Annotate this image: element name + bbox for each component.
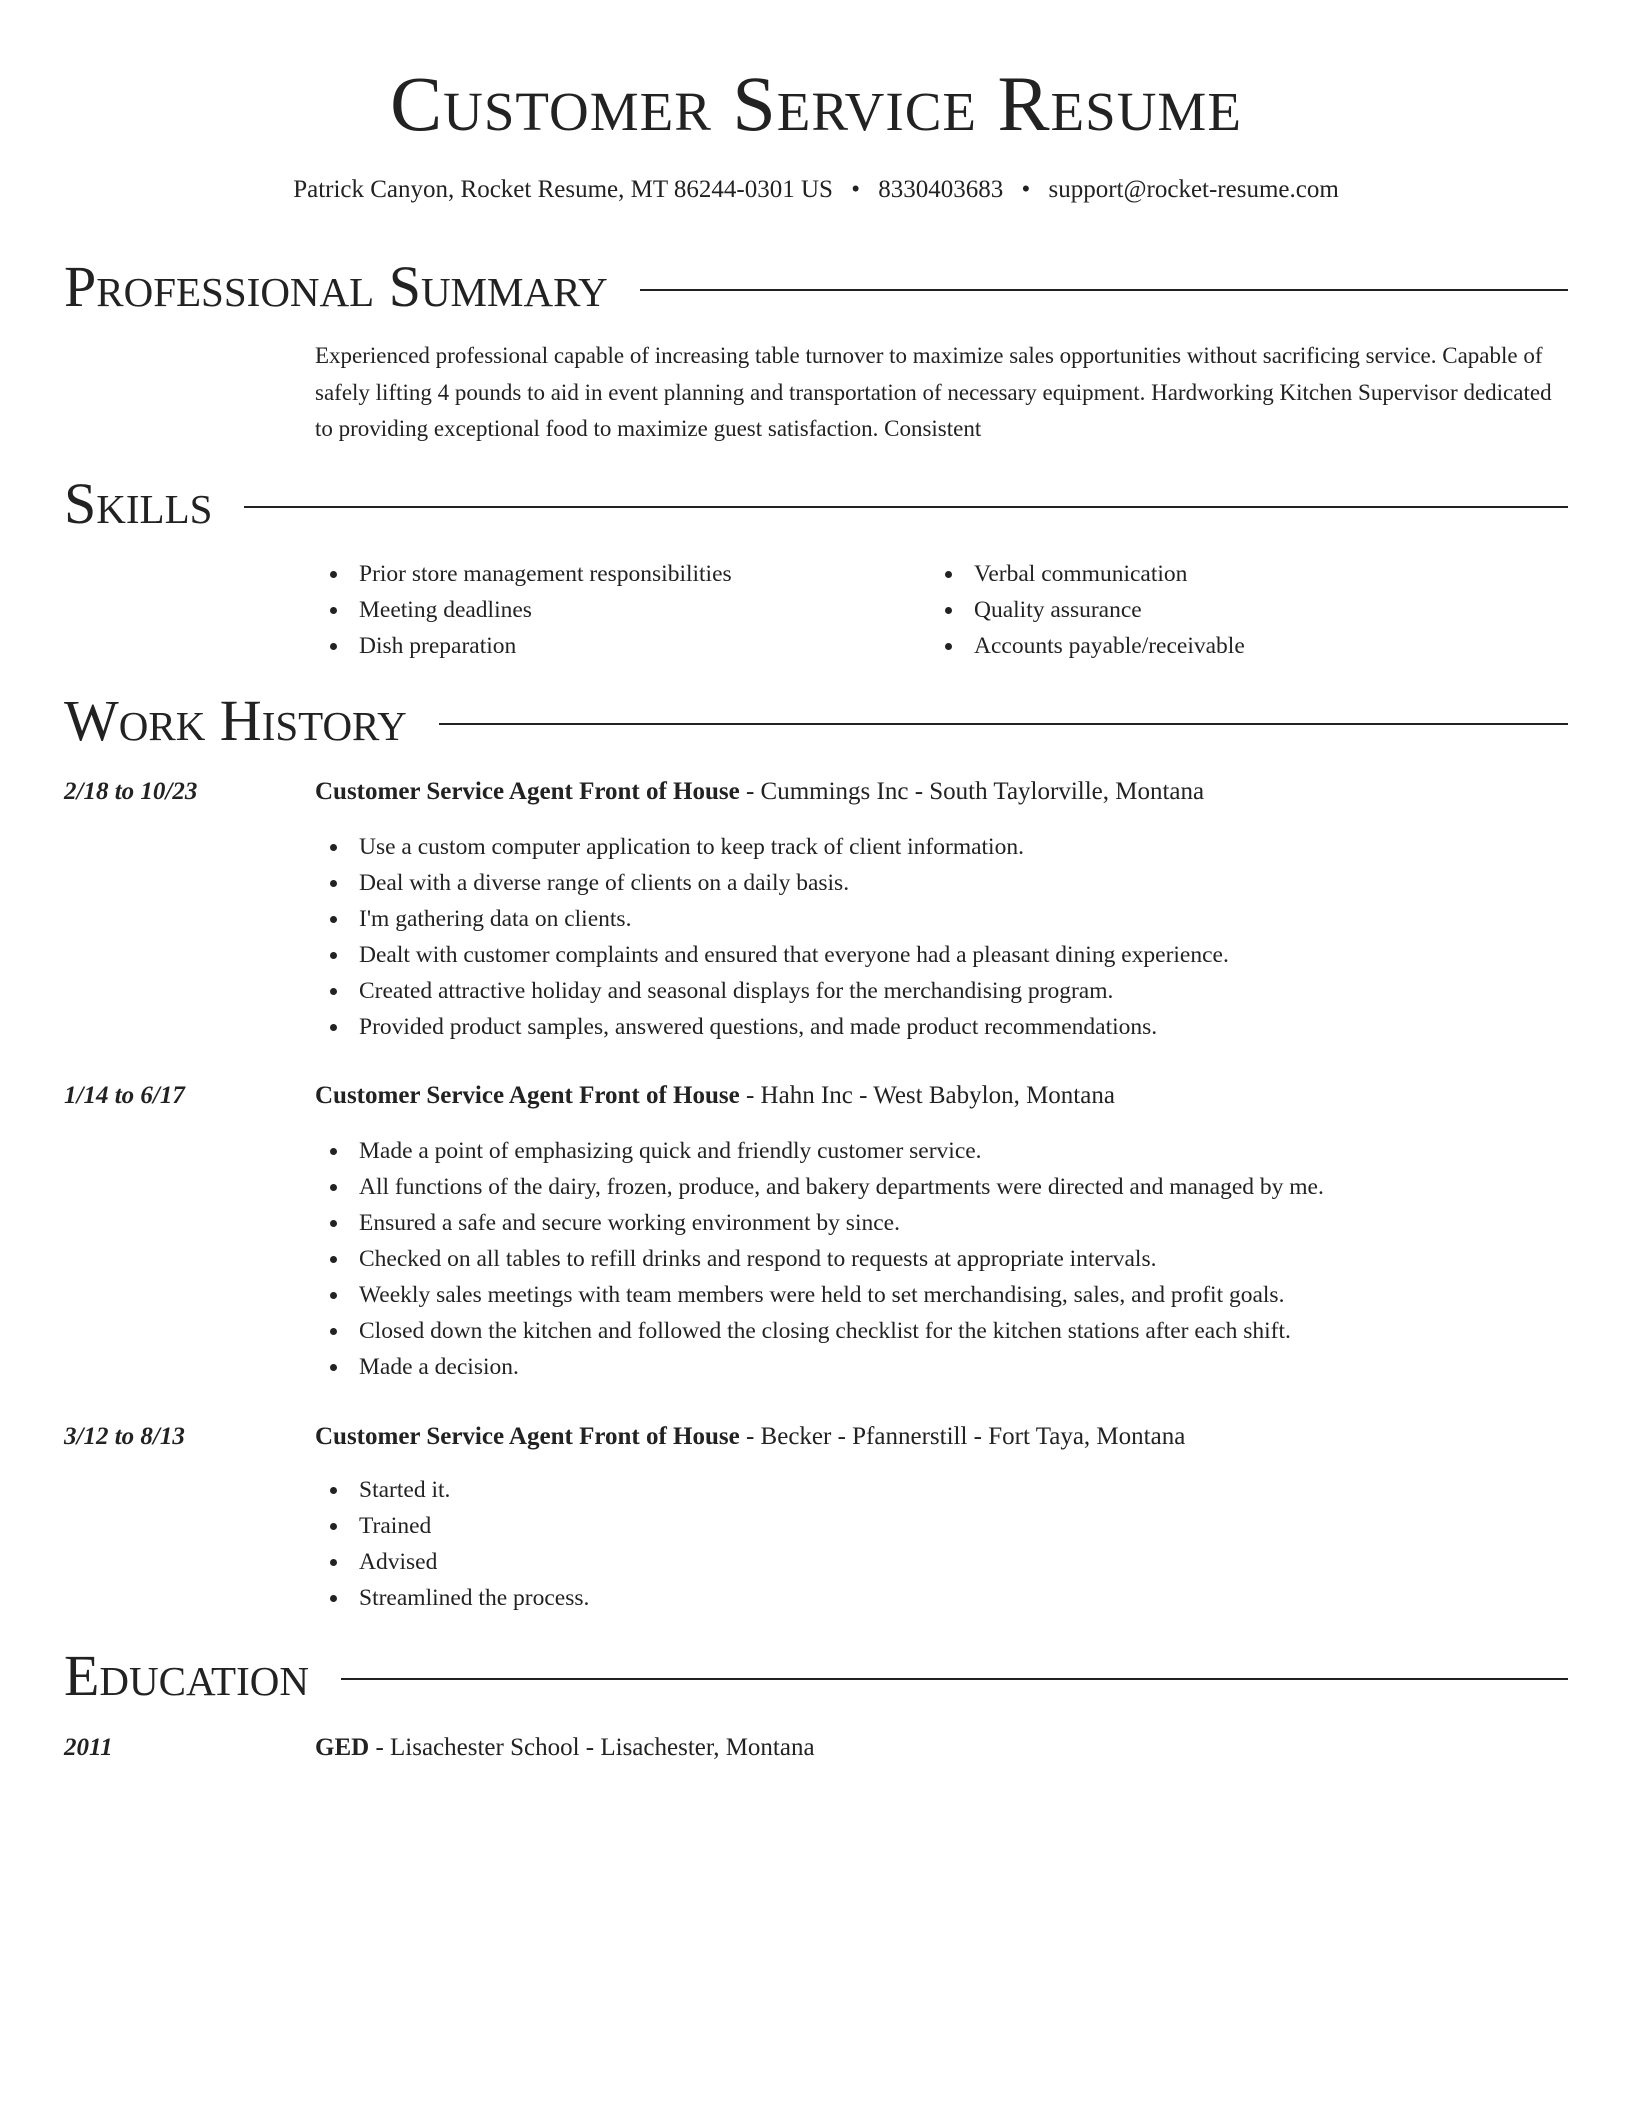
education-heading: Education	[64, 1643, 309, 1708]
education-degree: GED	[315, 1734, 370, 1761]
skills-section-header	[64, 469, 1568, 539]
education-section-header	[64, 1641, 1568, 1711]
skills-list-left	[315, 556, 915, 664]
skill-item: Meeting deadlines	[315, 592, 915, 628]
contact-separator: •	[1021, 176, 1031, 203]
work-heading: Work History	[64, 688, 407, 753]
section-divider	[439, 723, 1568, 725]
section-divider	[341, 1678, 1568, 1680]
skills-heading: Skills	[64, 471, 213, 536]
summary-heading: Professional Summary	[64, 254, 608, 319]
job-duty-item: Trained	[315, 1508, 589, 1544]
job-duties-list	[315, 1472, 589, 1616]
education-entry	[315, 1730, 815, 1766]
job-dates: 2/18 to 10/23	[64, 778, 198, 805]
resume-title: Customer Service Resume	[390, 60, 1242, 147]
job-duty-item: Weekly sales meetings with team members were held to set merchandising, sales, and profit goals.	[315, 1277, 1324, 1313]
job-duty-item: Deal with a diverse range of clients on a daily basis.	[315, 865, 1229, 901]
job-employer: - Becker - Pfannerstill - Fort Taya, Montana	[739, 1423, 1186, 1450]
section-divider	[640, 289, 1568, 291]
work-section-header	[64, 686, 1568, 756]
job-duty-item: Ensured a safe and secure working environment by since.	[315, 1205, 1324, 1241]
job-duty-item: Provided product samples, answered questions, and made product recommendations.	[315, 1009, 1229, 1045]
job-duty-item: Created attractive holiday and seasonal displays for the merchandising program.	[315, 973, 1229, 1009]
job-duty-item: Started it.	[315, 1472, 589, 1508]
job-employer: - Cummings Inc - South Taylorville, Montana	[739, 778, 1205, 805]
section-divider	[244, 506, 1568, 508]
contact-line	[0, 172, 1632, 208]
job-duty-item: Dealt with customer complaints and ensured that everyone had a pleasant dining experience.	[315, 937, 1229, 973]
job-duties-list	[315, 1133, 1324, 1385]
summary-section-header	[64, 252, 1568, 322]
skill-item: Quality assurance	[930, 592, 1530, 628]
education-school: - Lisachester School - Lisachester, Montana	[369, 1734, 815, 1761]
skill-item: Accounts payable/receivable	[930, 628, 1530, 664]
job-title: Customer Service Agent Front of House	[315, 778, 740, 805]
job-duty-item: I'm gathering data on clients.	[315, 901, 1229, 937]
contact-separator: •	[851, 176, 860, 203]
job-duty-item: Advised	[315, 1544, 589, 1580]
job-dates: 3/12 to 8/13	[64, 1423, 185, 1450]
contact-address: Patrick Canyon, Rocket Resume, MT 86244-0301 US	[293, 176, 833, 203]
skills-list-right	[930, 556, 1530, 664]
job-title: Customer Service Agent Front of House	[315, 1082, 740, 1109]
job-duties-list	[315, 829, 1229, 1045]
education-year: 2011	[64, 1734, 113, 1761]
job-duty-item: Made a decision.	[315, 1349, 1324, 1385]
job-heading	[315, 774, 1204, 810]
summary-text: Experienced professional capable of increasing table turnover to maximize sales opportunities without sacrificing service. Capable of safely lifting 4 pounds to aid in event planning and transportation of necessary equipment. Hardworking Kitchen Supervisor dedicated to providing exceptional food to maximize guest satisfaction. Consistent	[315, 343, 1552, 441]
job-employer: - Hahn Inc - West Babylon, Montana	[739, 1082, 1115, 1109]
job-duty-item: Checked on all tables to refill drinks and respond to requests at appropriate intervals.	[315, 1241, 1324, 1277]
job-duty-item: Made a point of emphasizing quick and friendly customer service.	[315, 1133, 1324, 1169]
job-duty-item: All functions of the dairy, frozen, produce, and bakery departments were directed and managed by me.	[315, 1169, 1324, 1205]
job-heading	[315, 1078, 1115, 1114]
job-duty-item: Streamlined the process.	[315, 1580, 589, 1616]
job-dates: 1/14 to 6/17	[64, 1082, 185, 1109]
job-duty-item: Closed down the kitchen and followed the closing checklist for the kitchen stations after each shift.	[315, 1313, 1324, 1349]
job-heading	[315, 1419, 1185, 1455]
skill-item: Dish preparation	[315, 628, 915, 664]
job-title: Customer Service Agent Front of House	[315, 1423, 740, 1450]
skill-item: Verbal communication	[930, 556, 1530, 592]
contact-phone: 8330403683	[878, 176, 1004, 203]
contact-email: support@rocket-resume.com	[1048, 176, 1339, 203]
skill-item: Prior store management responsibilities	[315, 556, 915, 592]
job-duty-item: Use a custom computer application to keep track of client information.	[315, 829, 1229, 865]
